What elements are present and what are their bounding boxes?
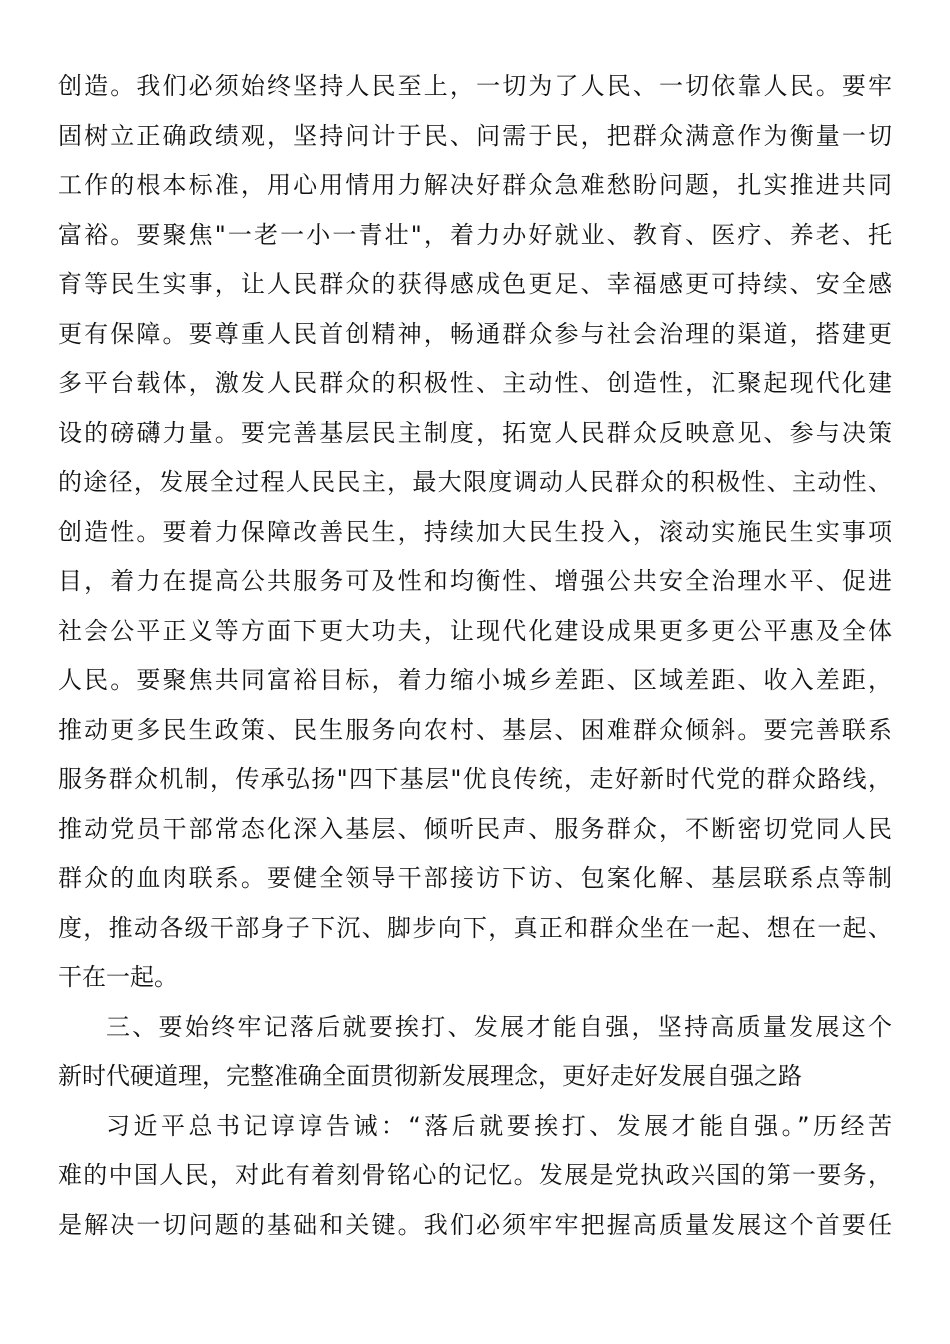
text-line: 创造。我们必须始终坚持人民至上，一切为了人民、一切依靠人民。要牢 xyxy=(58,72,892,100)
text-line: 是解决一切问题的基础和关键。我们必须牢牢把握高质量发展这个首要任 xyxy=(58,1210,892,1239)
text-line: 固树立正确政绩观，坚持问计于民、问需于民，把群众满意作为衡量一切 xyxy=(58,121,892,150)
paragraph-development xyxy=(58,1102,892,1251)
text-line: 创造性。要着力保障改善民生，持续加大民生投入，滚动实施民生实事项 xyxy=(58,517,892,546)
document-page xyxy=(58,62,892,1250)
paragraph-people-livelihood xyxy=(58,62,892,1003)
section-heading-3 xyxy=(58,1003,892,1102)
text-line: 服务群众机制，传承弘扬"四下基层"优良传统，走好新时代党的群众路线， xyxy=(58,765,892,793)
text-line: 设的磅礴力量。要完善基层民主制度，拓宽人民群众反映意见、参与决策 xyxy=(58,418,892,447)
text-line: 社会公平正义等方面下更大功夫，让现代化建设成果更多更公平惠及全体 xyxy=(58,616,892,645)
text-line: 度，推动各级干部身子下沉、脚步向下，真正和群众坐在一起、想在一起、 xyxy=(58,913,892,942)
text-line: 群众的血肉联系。要健全领导干部接访下访、包案化解、基层联系点等制 xyxy=(58,864,892,892)
text-line: 推动党员干部常态化深入基层、倾听民声、服务群众，不断密切党同人民 xyxy=(58,814,892,843)
text-line: 干在一起。 xyxy=(58,963,178,991)
text-line: 人民。要聚焦共同富裕目标，着力缩小城乡差距、区域差距、收入差距， xyxy=(58,666,892,694)
text-line: 难的中国人民，对此有着刻骨铭心的记忆。发展是党执政兴国的第一要务， xyxy=(58,1161,892,1189)
heading-line: 三、要始终牢记落后就要挨打、发展才能自强，坚持高质量发展这个 xyxy=(106,1012,892,1041)
text-line: 的途径，发展全过程人民民主，最大限度调动人民群众的积极性、主动性、 xyxy=(58,468,892,496)
text-line: 工作的根本标准，用心用情用力解决好群众急难愁盼问题，扎实推进共同 xyxy=(58,171,892,199)
text-line: 多平台载体，激发人民群众的积极性、主动性、创造性，汇聚起现代化建 xyxy=(58,369,892,397)
text-line: 更有保障。要尊重人民首创精神，畅通群众参与社会治理的渠道，搭建更 xyxy=(58,319,892,348)
heading-line: 新时代硬道理，完整准确全面贯彻新发展理念，更好走好发展自强之路 xyxy=(58,1062,802,1090)
text-line: 富裕。要聚焦"一老一小一青壮"，着力办好就业、教育、医疗、养老、托 xyxy=(58,220,892,249)
text-line: 目，着力在提高公共服务可及性和均衡性、增强公共安全治理水平、促进 xyxy=(58,567,892,595)
text-line: 育等民生实事，让人民群众的获得感成色更足、幸福感更可持续、安全感 xyxy=(58,270,892,298)
text-line: 习近平总书记谆谆告诫：“落后就要挨打、发展才能自强。”历经苦 xyxy=(106,1111,892,1140)
text-line: 推动更多民生政策、民生服务向农村、基层、困难群众倾斜。要完善联系 xyxy=(58,715,892,744)
